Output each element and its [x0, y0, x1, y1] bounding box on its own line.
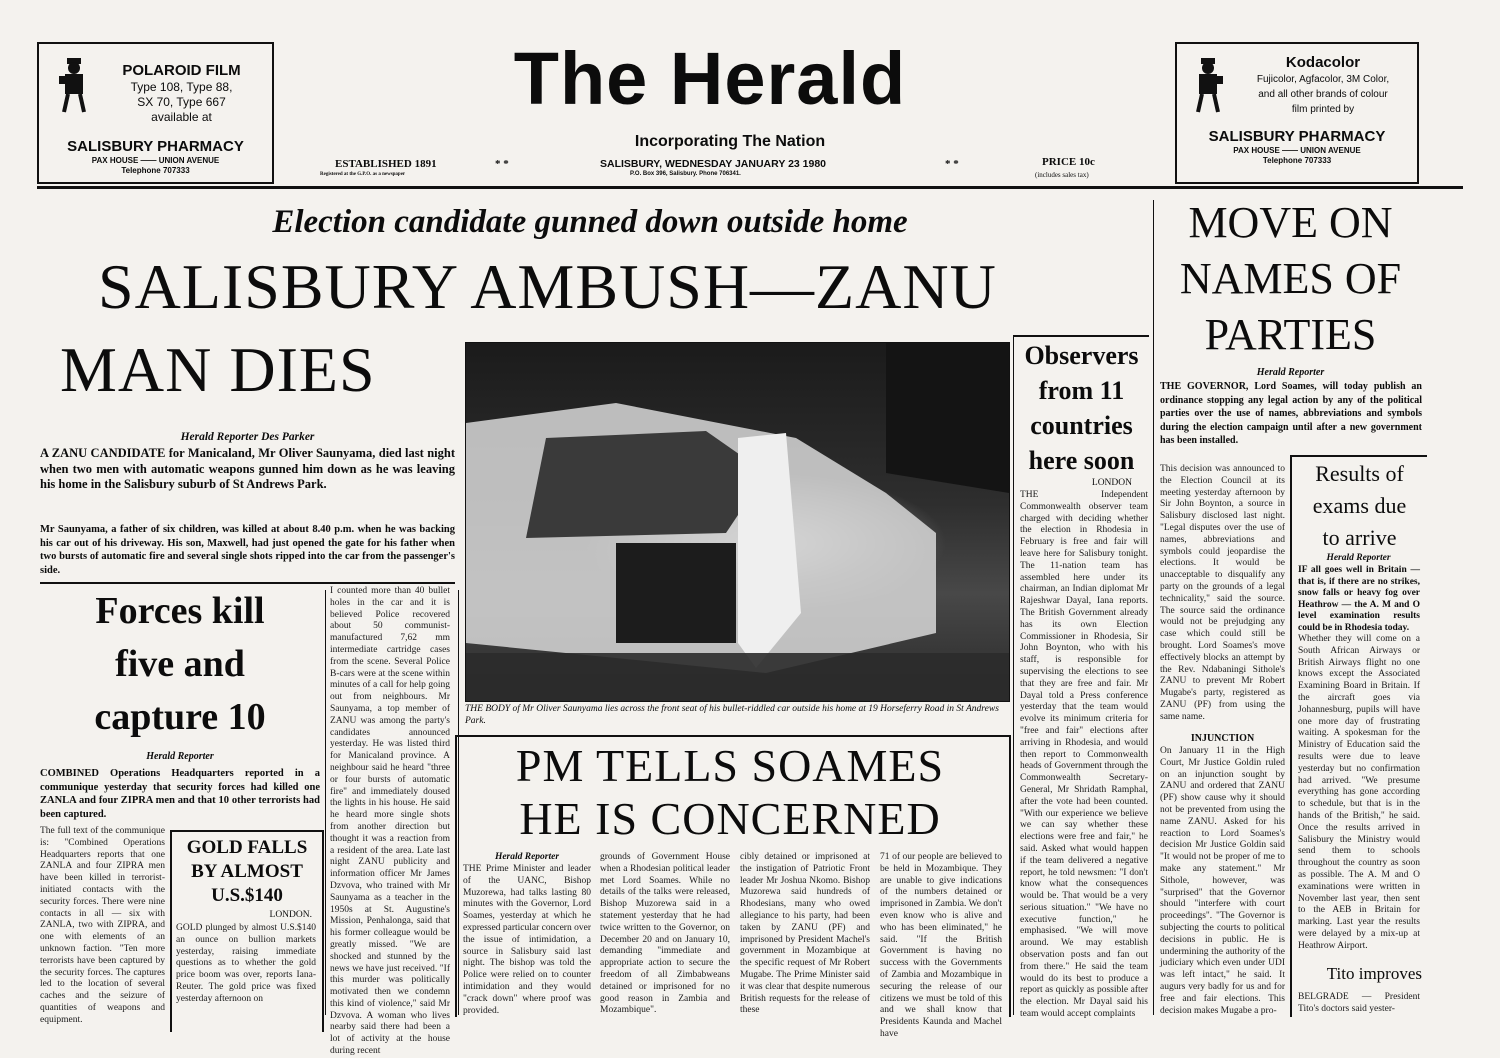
observers-headline-line3: countries: [1030, 411, 1133, 440]
address: P.O. Box 396, Salisbury. Phone 706341.: [630, 171, 741, 177]
separator-stars-left: * *: [495, 158, 509, 170]
lead-kicker: Election candidate gunned down outside home: [272, 204, 908, 240]
exams-byline: Herald Reporter: [1326, 553, 1391, 563]
masthead-subtitle: Incorporating The Nation: [634, 133, 826, 150]
parties-body: This decision was announced to the Election Council at its meeting yesterday afternoon by Sir John Boynton, a source in Salisbury disclosed last night. "Legal disputes over the use of names, abbreviations and symbols could jeopardise the elections. It would be unacceptable to disqualify any party on the grounds of a legal technicality," said the source. The source said the ordinance would not be prejudging any case which could still be brought. Lord Soames's move effectively blocks an attempt by the Rev. Ndabaningi Sithole's ZANU to prevent Mr Robert Mugabe's party, registered as ZANU (PF) from using the same name.: [1160, 464, 1285, 722]
ad-right-line1: Kodacolor: [1285, 54, 1361, 71]
cameraman-logo: [57, 56, 91, 114]
exams-headline-line3: to arrive: [1322, 525, 1397, 550]
exams-lead: IF all goes well in Britain — that is, if there are no strikes, snow falls or heavy fog over Heathrow — the A. M and O level examination results could be in Rhodesia today.: [1298, 565, 1420, 633]
ad-right: [1175, 42, 1419, 184]
exams-body: Whether they will come on a South African Airways or British Airways flight no one knows except the Associated Examining Board in Britain. If the aircraft goes via Johannesburg, pupils will have one more day of frustrating waiting. A spokesman for the Ministry of Education said the results were due to leave yesterday but no confirmation had arrived. "We presume everything has gone according to schedule, but that is in the hands of the British," he said. Once the results arrived in Salisbury the Ministry would send them to schools throughout the country as soon as possible. The A. M and O examinations were written in November last year, then sent to the AEB in Britain for marking. Last year the results were delayed by a mix-up at Heathrow Airport.: [1298, 634, 1420, 951]
gold-dateline: LONDON.: [269, 910, 312, 920]
price-note: (includes sales tax): [1035, 171, 1089, 179]
separator-stars-right: * *: [945, 158, 959, 170]
pm-byline: Herald Reporter: [494, 852, 560, 862]
observers-dateline: LONDON: [1091, 478, 1132, 488]
price: PRICE 10c: [1042, 156, 1095, 168]
established: ESTABLISHED 1891: [335, 158, 437, 170]
exams-headline-line1: Results of: [1315, 461, 1404, 486]
pm-headline-line1: PM TELLS SOAMES: [515, 740, 945, 791]
dateline: SALISBURY, WEDNESDAY JANUARY 23 1980: [600, 158, 827, 170]
ad-right-line4: film printed by: [1291, 104, 1355, 115]
lead-headline-line1: SALISBURY AMBUSH—ZANU: [98, 251, 997, 322]
pm-headline-line2: HE IS CONCERNED: [519, 793, 941, 844]
photo-caption: THE BODY of Mr Oliver Saunyama lies across the front seat of his bullet-riddled car outside his home at 19 Horseferry Road in St Andrews Park.: [465, 704, 999, 726]
pm-col2: grounds of Government House when a Rhodesian political leader met Lord Soames. While no details of the talks were released, Bishop Muzorewa said in a statement yesterday that he had twice written to the Governor, on December 20 and on January 10, demanding "immediate and appropriate action to secure the freedom of all Zimbabweans detained or imprisoned for no good reason in Zambia and Mozambique".: [600, 852, 730, 1016]
ad-left: [37, 42, 274, 184]
ad-left-line2: Type 108, Type 88,: [130, 80, 233, 94]
tito-body: BELGRADE — President Tito's doctors said yester-: [1298, 992, 1420, 1014]
lead-paragraph: A ZANU CANDIDATE for Manicaland, Mr Oliver Saunyama, died last night when two men with automatic weapons gunned him down as he was leaving his home in the Salisbury suburb of St Andrews Park.: [40, 446, 455, 491]
forces-lead: COMBINED Operations Headquarters reported in a communique yesterday that security forces had killed one ZANLA and four ZIPRA men and that 10 other terrorists had been captured.: [40, 768, 320, 820]
ad-right-address: PAX HOUSE —— UNION AVENUE: [1233, 146, 1361, 155]
parties-body2: On January 11 in the High Court, Mr Justice Goldin ruled on an injunction sought by ZANU and ordered that ZANU (PF) show cause why it should not be prevented from using the name ZANU. Asked for his reaction to Lord Soames's decision Mr Justice Goldin said "It would not be proper of me to make any statement." Mr Sithole, however, was "surprised" that the Governor should "interfere with court proceedings". "The Governor is subjecting the courts to political decisions in public. He is undermining the authority of the judiciary which even under UDI was left intact," he said. It augurs very badly for us and for free and fair elections. This decision makes Mugabe a pro-: [1160, 746, 1285, 1016]
car-illustration: [466, 343, 1009, 701]
parties-subhead: INJUNCTION: [1190, 733, 1255, 744]
lead-rule: [40, 582, 455, 584]
car-photo: [465, 342, 1010, 702]
exams-headline-line2: exams due: [1312, 493, 1407, 518]
gold-body: GOLD plunged by almost U.S.$140 an ounce on bullion markets yesterday, raising immediate questions as to whether the gold price boom was over, reports Iana-Reuter. The gold price was fixed yesterday afternoon on: [176, 923, 316, 1004]
gold-headline-line2: BY ALMOST: [191, 861, 303, 882]
lead-headline-line2: MAN DIES: [60, 334, 376, 405]
gold-headline-line3: U.S.$140: [211, 885, 283, 906]
ad-left-line3: SX 70, Type 667: [137, 95, 226, 109]
ad-right-phone: Telephone 707333: [1262, 156, 1332, 165]
ad-left-phone: Telephone 707333: [121, 166, 190, 175]
parties-headline-line2: NAMES OF: [1179, 254, 1402, 303]
ad-right-shop: SALISBURY PHARMACY: [1208, 128, 1386, 145]
pm-col3: cibly detained or imprisoned at the instigation of Patriotic Front leader Mr Joshua Nkomo. Bishop Muzorewa said hundreds of Rhodesians, many who owed allegiance to his party, had been taken by ZANU (PF) and imprisoned by President Machel's government in Mozambique at the specific request of Mr Robert Mugabe. The Prime Minister said it was clear that despite numerous British requests for the release of these: [740, 852, 870, 1016]
registered-note: Registered at the G.P.O. as a newspaper: [320, 172, 406, 177]
ad-left-shop: SALISBURY PHARMACY: [67, 138, 244, 155]
forces-headline-line2: five and: [115, 643, 245, 685]
masthead-rule: [37, 186, 1463, 189]
observers-headline-line2: from 11: [1038, 376, 1125, 405]
gold-headline-line1: GOLD FALLS: [186, 837, 308, 858]
ad-left-line1: POLAROID FILM: [122, 62, 241, 79]
ad-left-line4: available at: [151, 110, 212, 124]
forces-body: The full text of the communique is: "Combined Operations Headquarters reports that one ZANLA and four ZIPRA men have been killed in terrorist-initiated contacts with the security forces. There were nine contacts in all — six with ZANLA, two with ZIPRA, and one with elements of an unknown faction. "Ten more terrorists have been captured by the security forces. The captures led to the location of several caches and the seizure of quantities of weapons and equipment.: [40, 826, 165, 1025]
observers-body: THE Independent Commonwealth observer team charged with deciding whether the election in Rhodesia in February is free and fair will leave here for Salisbury tonight. The 11-nation team has assembled here under its chairman, an Indian diplomat Mr Rajeshwar Dayal, Iana reports. The British Government already has its own Election Commissioner in Rhodesia, Sir John Boynton, who with his staff, is responsible for supervising the elections to see that they are free and fair. Mr Dayal told a Press conference yesterday that the team would evolve its minimum criteria for "free and fair" elections after arriving in Rhodesia, and would then report to Commonwealth heads of Government through the Commonwealth Secretary-General, Mr Shridath Ramphal, after the vote had been counted. "With our experience we believe we can say whether these elections were free and fair," he said. Asked what would happen if the team delivered a negative report, he told newsmen: "I don't know what the consequences would be. That would be a very serious situation." "We have no executive function," he emphasised. "We will move around. We may establish observation posts and fan out from there." He said the team would do its best to produce a report as quickly as possible after the election. Mr Dayal said his team would accept complaints: [1020, 490, 1148, 1020]
col-rule-1: [325, 590, 326, 1015]
forces-byline: Herald Reporter: [146, 751, 214, 762]
pm-col1: THE Prime Minister and leader of the UANC, Bishop Muzorewa, had talks lasting 80 minutes with the Governor, Lord Soames, yesterday at which he expressed particular concern over the issue of intimidation, a source in Salisbury said last night. The bishop was told the Police were relied on to counter intimidation and they would "crack down" where proof was provided.: [463, 864, 591, 1016]
lead-second-paragraph: Mr Saunyama, a father of six children, was killed at about 8.40 p.m. when he was backing his car out of his driveway. His son, Maxwell, had just opened the gate for his father when two bursts of automatic fire and several single shots ripped into the car from the passenger's side.: [40, 524, 455, 576]
parties-headline-line3: PARTIES: [1204, 310, 1377, 359]
tito-headline: Tito improves: [1326, 964, 1422, 983]
ad-left-address: PAX HOUSE —— UNION AVENUE: [91, 156, 220, 165]
ad-right-line3: and all other brands of colour: [1258, 89, 1388, 100]
parties-lead: THE GOVERNOR, Lord Soames, will today publish an ordinance stopping any legal action by any of the political parties over the use of names, abbreviations and symbols during the election campaign until after a new government has been installed.: [1160, 381, 1422, 446]
forces-headline-line3: capture 10: [94, 696, 266, 738]
observers-headline-line4: here soon: [1028, 446, 1135, 475]
observers-top-rule: [1014, 335, 1149, 337]
parties-headline-line1: MOVE ON: [1188, 198, 1393, 247]
cameraman-logo: [1191, 56, 1225, 114]
gold-box: [170, 830, 324, 1032]
lead-byline: Herald Reporter Des Parker: [180, 431, 315, 443]
masthead-title: The Herald: [513, 37, 907, 120]
ad-right-line2: Fujicolor, Agfacolor, 3M Color,: [1256, 74, 1390, 85]
parties-byline: Herald Reporter: [1256, 367, 1325, 378]
lead-continued-column: I counted more than 40 bullet holes in the car and it is believed Police recovered about 50 communist-manufactured 7,62 mm intermediate cartridge cases from the scene. Several Police B-cars were at the scene within minutes of a call for help going out from neighbours. Mr Saunyama, a top member of ZANU was among the party's candidates announced yesterday. He was listed third for Manicaland province. A neighbour said he heard "three or four bursts of automatic fire" and immediately doused the lights in his house. He said he heard more single shots from another direction but thought it was a reaction from a resident of the area. Late last night ZANU publicity and information officer Mr James Dzvova, who trained with Mr Saunyama as a teacher in the 1950s at St. Augustine's Mission, Penhalonga, said that his former colleague would be greatly missed. "We are shocked and stunned by the news we have just received. "If this murder was politically motivated then we condemn this kind of violence," said Mr Dzvova. A woman who lives nearby said there had been a lot of activity at the house during recent: [330, 586, 450, 1057]
pm-col4: 71 of our people are believed to be held in Mozambique. They are unable to give indications of the numbers detained or imprisoned in Zambia. We don't even know who is alive and who has been eliminated," he said. "If the British Government is having no success with the Governments of Zambia and Mozambique in securing the release of our citizens we must be told of this and we shall know that Presidents Kaunda and Machel have: [880, 852, 1002, 1039]
observers-headline-line1: Observers: [1024, 341, 1139, 370]
forces-headline-line1: Forces kill: [95, 590, 265, 632]
col-rule-4: [1153, 200, 1154, 1015]
